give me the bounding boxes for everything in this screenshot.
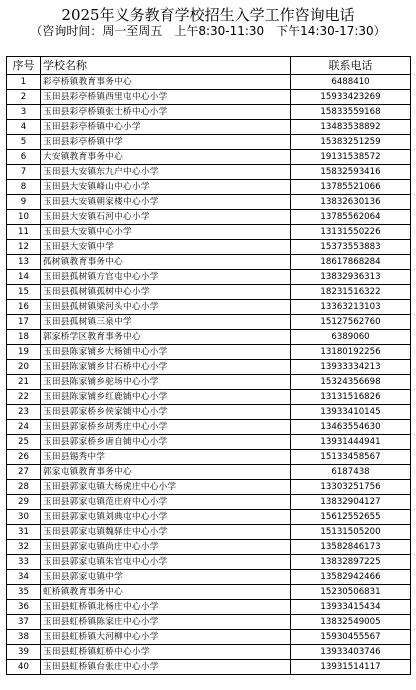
school-name: 玉田县虹桥镇陈家庄中心小学 [41, 615, 291, 630]
phone-number: 13933415434 [291, 600, 411, 615]
row-number: 7 [7, 165, 41, 180]
phone-number: 13180192256 [291, 345, 411, 360]
row-number: 35 [7, 585, 41, 600]
table-row [7, 465, 411, 480]
phone-number: 15133458567 [291, 450, 411, 465]
row-number: 34 [7, 570, 41, 585]
row-number: 29 [7, 495, 41, 510]
row-number: 24 [7, 420, 41, 435]
header-phone: 联系电话 [291, 57, 411, 75]
school-name: 玉田县彩亭桥镇张士桥中心小学 [41, 105, 291, 120]
header-school-name: 学校名称 [41, 57, 291, 75]
row-number: 4 [7, 120, 41, 135]
phone-number: 13832904127 [291, 495, 411, 510]
contact-table [6, 56, 411, 675]
row-number: 22 [7, 390, 41, 405]
phone-number: 13483538892 [291, 120, 411, 135]
phone-number: 13832630136 [291, 195, 411, 210]
row-number: 28 [7, 480, 41, 495]
school-name: 玉田县陈家铺乡红鹿铺中心小学 [41, 390, 291, 405]
school-name: 玉田县郭家屯镇朱官屯中心小学 [41, 555, 291, 570]
table-row [7, 585, 411, 600]
table-row [7, 285, 411, 300]
table-row [7, 405, 411, 420]
row-number: 26 [7, 450, 41, 465]
school-name: 大安镇教育事务中心 [41, 150, 291, 165]
school-name: 玉田县郭家屯镇中学 [41, 570, 291, 585]
school-name: 孤树镇教育事务中心 [41, 255, 291, 270]
row-number: 18 [7, 330, 41, 345]
row-number: 20 [7, 360, 41, 375]
table-row [7, 645, 411, 660]
table-row [7, 420, 411, 435]
table-row [7, 180, 411, 195]
school-name: 玉田县陈家铺乡大杨铺中心小学 [41, 345, 291, 360]
phone-number: 13933410145 [291, 405, 411, 420]
school-name: 玉田县大安镇峰山中心小学 [41, 180, 291, 195]
row-number: 39 [7, 645, 41, 660]
table-row [7, 150, 411, 165]
row-number: 15 [7, 285, 41, 300]
phone-number: 13832897225 [291, 555, 411, 570]
header-number: 序号 [7, 57, 41, 75]
row-number: 1 [7, 75, 41, 90]
phone-number: 15833559168 [291, 105, 411, 120]
table-row [7, 435, 411, 450]
row-number: 14 [7, 270, 41, 285]
table-row [7, 570, 411, 585]
table-row [7, 510, 411, 525]
school-name: 玉田县虹桥镇北杨庄中心小学 [41, 600, 291, 615]
phone-number: 13933403746 [291, 645, 411, 660]
school-name: 玉田县锡秀中学 [41, 450, 291, 465]
school-name: 玉田县郭家桥乡唐自铺中心小学 [41, 435, 291, 450]
table-row [7, 660, 411, 675]
school-name: 玉田县彩亭桥镇西里屯中心小学 [41, 90, 291, 105]
table-row [7, 390, 411, 405]
phone-number: 6488410 [291, 75, 411, 90]
table-row [7, 300, 411, 315]
table-row [7, 330, 411, 345]
table-row [7, 375, 411, 390]
school-name: 玉田县孤树镇梁河头中心小学 [41, 300, 291, 315]
table-row [7, 555, 411, 570]
phone-number: 15131505200 [291, 525, 411, 540]
row-number: 13 [7, 255, 41, 270]
phone-number: 13582846173 [291, 540, 411, 555]
school-name: 虹桥镇教育事务中心 [41, 585, 291, 600]
row-number: 3 [7, 105, 41, 120]
school-name: 玉田县大安镇东九户中心小学 [41, 165, 291, 180]
table-row [7, 600, 411, 615]
school-name: 玉田县郭家屯镇魏驿庄中心小学 [41, 525, 291, 540]
row-number: 19 [7, 345, 41, 360]
school-name: 玉田县陈家铺乡甘石桥中心小学 [41, 360, 291, 375]
phone-number: 6187438 [291, 465, 411, 480]
phone-number: 13363213103 [291, 300, 411, 315]
school-name: 玉田县大安镇中学 [41, 240, 291, 255]
table-row [7, 495, 411, 510]
table-row [7, 360, 411, 375]
table-row [7, 120, 411, 135]
phone-number: 13785521066 [291, 180, 411, 195]
table-row [7, 315, 411, 330]
row-number: 6 [7, 150, 41, 165]
table-row [7, 225, 411, 240]
phone-number: 13303251756 [291, 480, 411, 495]
school-name: 玉田县大安镇石河中心小学 [41, 210, 291, 225]
table-row [7, 450, 411, 465]
phone-number: 15933423269 [291, 90, 411, 105]
row-number: 31 [7, 525, 41, 540]
table-row [7, 480, 411, 495]
phone-number: 19131538572 [291, 150, 411, 165]
table-row [7, 630, 411, 645]
table-row [7, 615, 411, 630]
table-row [7, 255, 411, 270]
row-number: 30 [7, 510, 41, 525]
school-name: 玉田县彩亭桥镇中学 [41, 135, 291, 150]
row-number: 11 [7, 225, 41, 240]
school-name: 玉田县郭家桥乡胡秀庄中心小学 [41, 420, 291, 435]
table-header-row [7, 57, 411, 75]
row-number: 12 [7, 240, 41, 255]
school-name: 玉田县郭家屯镇范庄府中心小学 [41, 495, 291, 510]
phone-number: 13582942466 [291, 570, 411, 585]
row-number: 37 [7, 615, 41, 630]
row-number: 38 [7, 630, 41, 645]
table-row [7, 195, 411, 210]
table-body [7, 75, 411, 675]
phone-number: 13832549005 [291, 615, 411, 630]
school-name: 玉田县虹桥镇虹桥中心小学 [41, 645, 291, 660]
school-name: 玉田县郭家桥乡侯家铺中心小学 [41, 405, 291, 420]
school-name: 玉田县彩亭桥镇中心小学 [41, 120, 291, 135]
document-title: 2025年义务教育学校招生入学工作咨询电话 [61, 6, 355, 24]
phone-number: 18231516322 [291, 285, 411, 300]
table-row [7, 75, 411, 90]
phone-number: 13463554630 [291, 420, 411, 435]
school-name: 玉田县郭家屯镇刘典屯中心小学 [41, 510, 291, 525]
phone-number: 18617868284 [291, 255, 411, 270]
table-row [7, 90, 411, 105]
phone-number: 6389060 [291, 330, 411, 345]
school-name: 玉田县孤树镇三泉中学 [41, 315, 291, 330]
table-row [7, 165, 411, 180]
table-row [7, 345, 411, 360]
row-number: 5 [7, 135, 41, 150]
school-name: 玉田县郭家屯镇尚庄中心小学 [41, 540, 291, 555]
phone-number: 15127562760 [291, 315, 411, 330]
table-row [7, 525, 411, 540]
school-name: 玉田县大安镇中心小学 [41, 225, 291, 240]
phone-number: 15324356698 [291, 375, 411, 390]
school-name: 彩亭桥镇教育事务中心 [41, 75, 291, 90]
school-name: 郭家桥学区教育事务中心 [41, 330, 291, 345]
row-number: 33 [7, 555, 41, 570]
phone-number: 13131516826 [291, 390, 411, 405]
table-row [7, 270, 411, 285]
row-number: 36 [7, 600, 41, 615]
phone-number: 15612552655 [291, 510, 411, 525]
phone-number: 15930455567 [291, 630, 411, 645]
phone-number: 13131550226 [291, 225, 411, 240]
phone-number: 15230506831 [291, 585, 411, 600]
school-name: 玉田县孤树镇方官屯中心小学 [41, 270, 291, 285]
row-number: 9 [7, 195, 41, 210]
phone-number: 13933334213 [291, 360, 411, 375]
table-row [7, 210, 411, 225]
row-number: 17 [7, 315, 41, 330]
row-number: 10 [7, 210, 41, 225]
table-row [7, 540, 411, 555]
row-number: 16 [7, 300, 41, 315]
phone-number: 13931444941 [291, 435, 411, 450]
row-number: 32 [7, 540, 41, 555]
consultation-hours: （咨询时间：周一至周五 上午8:30-11:30 下午14:30-17:30） [30, 24, 386, 38]
phone-number: 15383251259 [291, 135, 411, 150]
row-number: 40 [7, 660, 41, 675]
school-name: 玉田县郭家屯镇大杨虎庄中心小学 [41, 480, 291, 495]
row-number: 2 [7, 90, 41, 105]
row-number: 23 [7, 405, 41, 420]
school-name: 玉田县陈家铺乡驼场中心小学 [41, 375, 291, 390]
row-number: 25 [7, 435, 41, 450]
phone-number: 13931514117 [291, 660, 411, 675]
school-name: 玉田县大安镇朝家楼中心小学 [41, 195, 291, 210]
row-number: 8 [7, 180, 41, 195]
school-name: 玉田县虹桥镇大河柳中心小学 [41, 630, 291, 645]
table-row [7, 105, 411, 120]
school-name: 郭家屯镇教育事务中心 [41, 465, 291, 480]
row-number: 27 [7, 465, 41, 480]
row-number: 21 [7, 375, 41, 390]
table-row [7, 240, 411, 255]
school-name: 玉田县虹桥镇台张庄中心小学 [41, 660, 291, 675]
phone-number: 15373553883 [291, 240, 411, 255]
phone-number: 15832593416 [291, 165, 411, 180]
phone-number: 13785562064 [291, 210, 411, 225]
phone-number: 13832936313 [291, 270, 411, 285]
table-row [7, 135, 411, 150]
school-name: 玉田县孤树镇孤树中心小学 [41, 285, 291, 300]
